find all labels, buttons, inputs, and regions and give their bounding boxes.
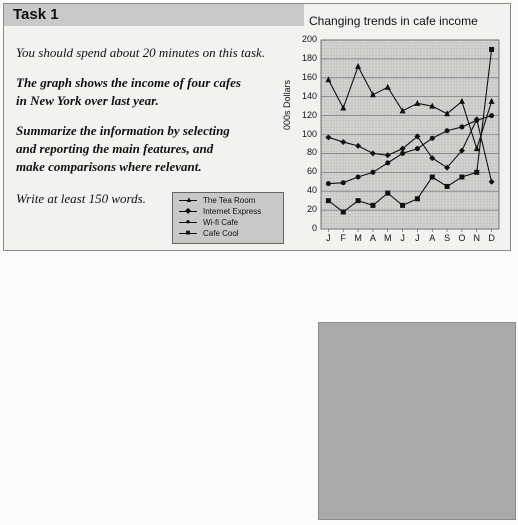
prompt-line-2: in New York over last year. bbox=[16, 93, 159, 108]
x-tick-label: M bbox=[354, 233, 362, 243]
y-tick-label: 80 bbox=[306, 147, 317, 158]
data-point bbox=[341, 180, 346, 185]
gray-image-box bbox=[318, 322, 516, 520]
chart-title: Changing trends in cafe income bbox=[309, 14, 478, 28]
x-tick-label: D bbox=[488, 233, 495, 243]
data-point bbox=[445, 128, 450, 133]
y-tick-label: 100 bbox=[301, 128, 317, 139]
y-axis-label: 000s Dollars bbox=[282, 79, 292, 130]
square-marker-icon: ■ bbox=[185, 228, 191, 237]
data-point bbox=[430, 136, 435, 141]
data-point bbox=[356, 198, 361, 203]
triangle-marker-icon: ▲ bbox=[185, 195, 193, 204]
instruction-line-3: make comparisons where relevant. bbox=[16, 159, 202, 174]
data-point bbox=[370, 170, 375, 175]
x-tick-label: A bbox=[369, 233, 376, 243]
x-tick-label: J bbox=[326, 233, 331, 243]
circle-marker-icon: ● bbox=[185, 217, 191, 226]
instruction-line-2: and reporting the main features, and bbox=[16, 141, 214, 156]
instruction-time: You should spend about 20 minutes on this task. bbox=[16, 45, 266, 60]
data-point bbox=[326, 181, 331, 186]
prompt-line-1: The graph shows the income of four cafes bbox=[16, 75, 241, 90]
x-tick-label: N bbox=[473, 233, 480, 243]
data-point bbox=[489, 47, 494, 52]
x-tick-label: A bbox=[429, 233, 436, 243]
y-tick-label: 160 bbox=[301, 71, 317, 82]
legend-label: Internet Express bbox=[203, 207, 262, 216]
x-tick-label: M bbox=[384, 233, 392, 243]
data-point bbox=[489, 113, 494, 118]
x-tick-label: S bbox=[444, 233, 451, 243]
y-tick-label: 0 bbox=[311, 223, 317, 233]
line-chart bbox=[0, 0, 518, 260]
x-tick-label: F bbox=[340, 233, 346, 243]
diamond-marker-icon: ◆ bbox=[185, 206, 192, 215]
legend-label: The Tea Room bbox=[203, 196, 256, 205]
y-tick-label: 180 bbox=[301, 52, 317, 63]
data-point bbox=[445, 184, 450, 189]
data-point bbox=[341, 209, 346, 214]
data-point bbox=[370, 203, 375, 208]
y-tick-label: 60 bbox=[306, 166, 317, 177]
data-point bbox=[415, 196, 420, 201]
y-tick-label: 200 bbox=[301, 34, 317, 44]
y-tick-label: 40 bbox=[306, 185, 317, 196]
data-point bbox=[400, 151, 405, 156]
y-tick-label: 140 bbox=[301, 90, 317, 101]
x-tick-label: J bbox=[415, 233, 420, 243]
data-point bbox=[430, 175, 435, 180]
x-tick-label: J bbox=[400, 233, 405, 243]
data-point bbox=[415, 146, 420, 151]
data-point bbox=[385, 191, 390, 196]
data-point bbox=[400, 203, 405, 208]
task-title: Task 1 bbox=[13, 6, 59, 23]
data-point bbox=[459, 124, 464, 129]
data-point bbox=[385, 160, 390, 165]
data-point bbox=[459, 175, 464, 180]
data-point bbox=[326, 198, 331, 203]
legend-label: Wi-fi Cafe bbox=[203, 218, 239, 227]
x-tick-label: O bbox=[458, 233, 466, 243]
instruction-line-1: Summarize the information by selecting bbox=[16, 123, 230, 138]
y-tick-label: 120 bbox=[301, 109, 317, 120]
data-point bbox=[474, 118, 479, 123]
data-point bbox=[474, 170, 479, 175]
y-tick-label: 20 bbox=[306, 204, 317, 215]
legend-label: Cafe Cool bbox=[203, 229, 239, 238]
word-count-instruction: Write at least 150 words. bbox=[16, 191, 146, 206]
data-point bbox=[356, 175, 361, 180]
